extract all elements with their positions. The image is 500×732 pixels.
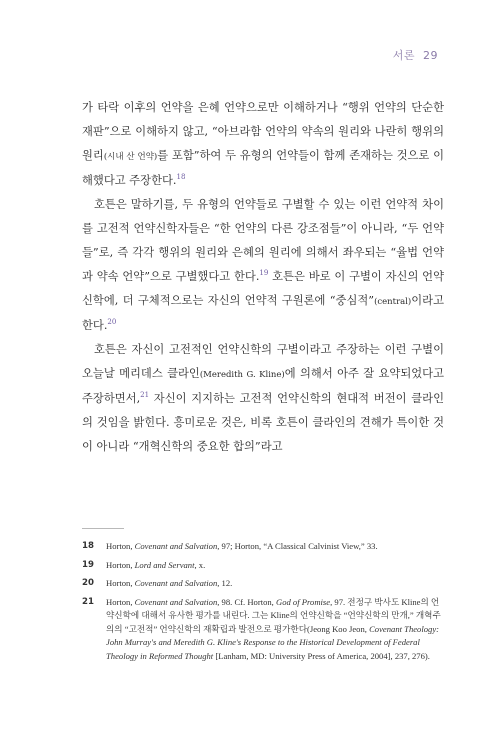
footnote-number: 21 xyxy=(82,596,94,607)
footnote-divider xyxy=(82,528,124,529)
footnote-ref-18[interactable]: 18 xyxy=(176,173,186,182)
footnote-ref-20[interactable]: 20 xyxy=(107,318,117,327)
footnote-number: 19 xyxy=(82,559,94,570)
footnote-20: 20 Horton, Covenant and Salvation, 12. xyxy=(82,577,444,591)
footnote-number: 18 xyxy=(82,541,94,551)
paragraph-3: 호튼은 자신이 고전적인 언약신학의 구별이라고 주장하는 이런 구별이 오늘날 메리데스 클라인(Meredith G. Kline)에 의해서 아주 잘 요약되었다고 주장하면서,$^{21}$ 자신이 지지하는 고전적 언약신학의 현대적 버전이 클라인의 것임을 밝힌다. 흥미로운 것은, 비록 호튼이 클라인의 견해가 특이한 것이 아니라 “개혁신학의 중요한 합의”라고 xyxy=(82,343,444,453)
page-number: 29 xyxy=(423,49,438,62)
body-text xyxy=(82,96,444,459)
paragraph-2: 호튼은 말하기를, 두 유형의 언약들로 구별할 수 있는 이런 언약적 차이를 고전적 언약신학자들은 “한 언약의 다른 강조점들”이 아니라, “두 언약들”로, 즉 각각 행위의 원리와 은혜의 원리에 의해서 좌우되는 “율법 언약과 약속 언약”으로 구별했다고 한다.$^{19}$ 호튼은 바로 이 구별이 자신의 언약신학에, 더 구체적으로는 자신의 언약적 구원론에 “중심적”(central)이라고 한다.$^{20}$ xyxy=(82,198,444,332)
footnotes xyxy=(82,540,444,668)
footnote-ref-19[interactable]: 19 xyxy=(259,269,269,278)
footnote-19: 19 Horton, Lord and Servant, x. xyxy=(82,559,444,573)
paragraph-1: 가 타락 이후의 언약을 은혜 언약으로만 이해하거나 “행위 언약의 단순한 재판”으로 이해하지 않고, “아브라함 언약의 약속의 원리와 나란히 행위의 원리(시내 산 언약)를 포함”하여 두 유형의 언약들이 함께 존재하는 것으로 이해했다고 주장한다.$^{18}$ xyxy=(82,101,445,187)
section-title: 서론 xyxy=(392,49,415,62)
footnote-21: 21 Horton, Covenant and Salvation, 98. Cf. Horton, God of Promise, 97. 전정구 박사도 Kline의 언약신학에 대해서 유사한 평가를 내린다. 그는 Kline의 언약신학을 “언약신학의 만개,” 개혁주의의 “고전적” 언약신학의 재확립과 발전으로 평가한다(Jeong Koo Jeon, Covenant Theology: John Murray's and Meredith G. Kline's Response to the Historical Development of Federal Theology in Reformed Thought [Lanham, MD: University Press of America, 2004], 237, 276). xyxy=(82,596,441,661)
running-header xyxy=(393,47,438,63)
footnote-ref-21[interactable]: 21 xyxy=(140,391,150,400)
footnote-number: 20 xyxy=(82,578,94,588)
footnote-18: 18 Horton, Covenant and Salvation, 97; Horton, “A Classical Calvinist View,” 33. xyxy=(82,540,444,554)
